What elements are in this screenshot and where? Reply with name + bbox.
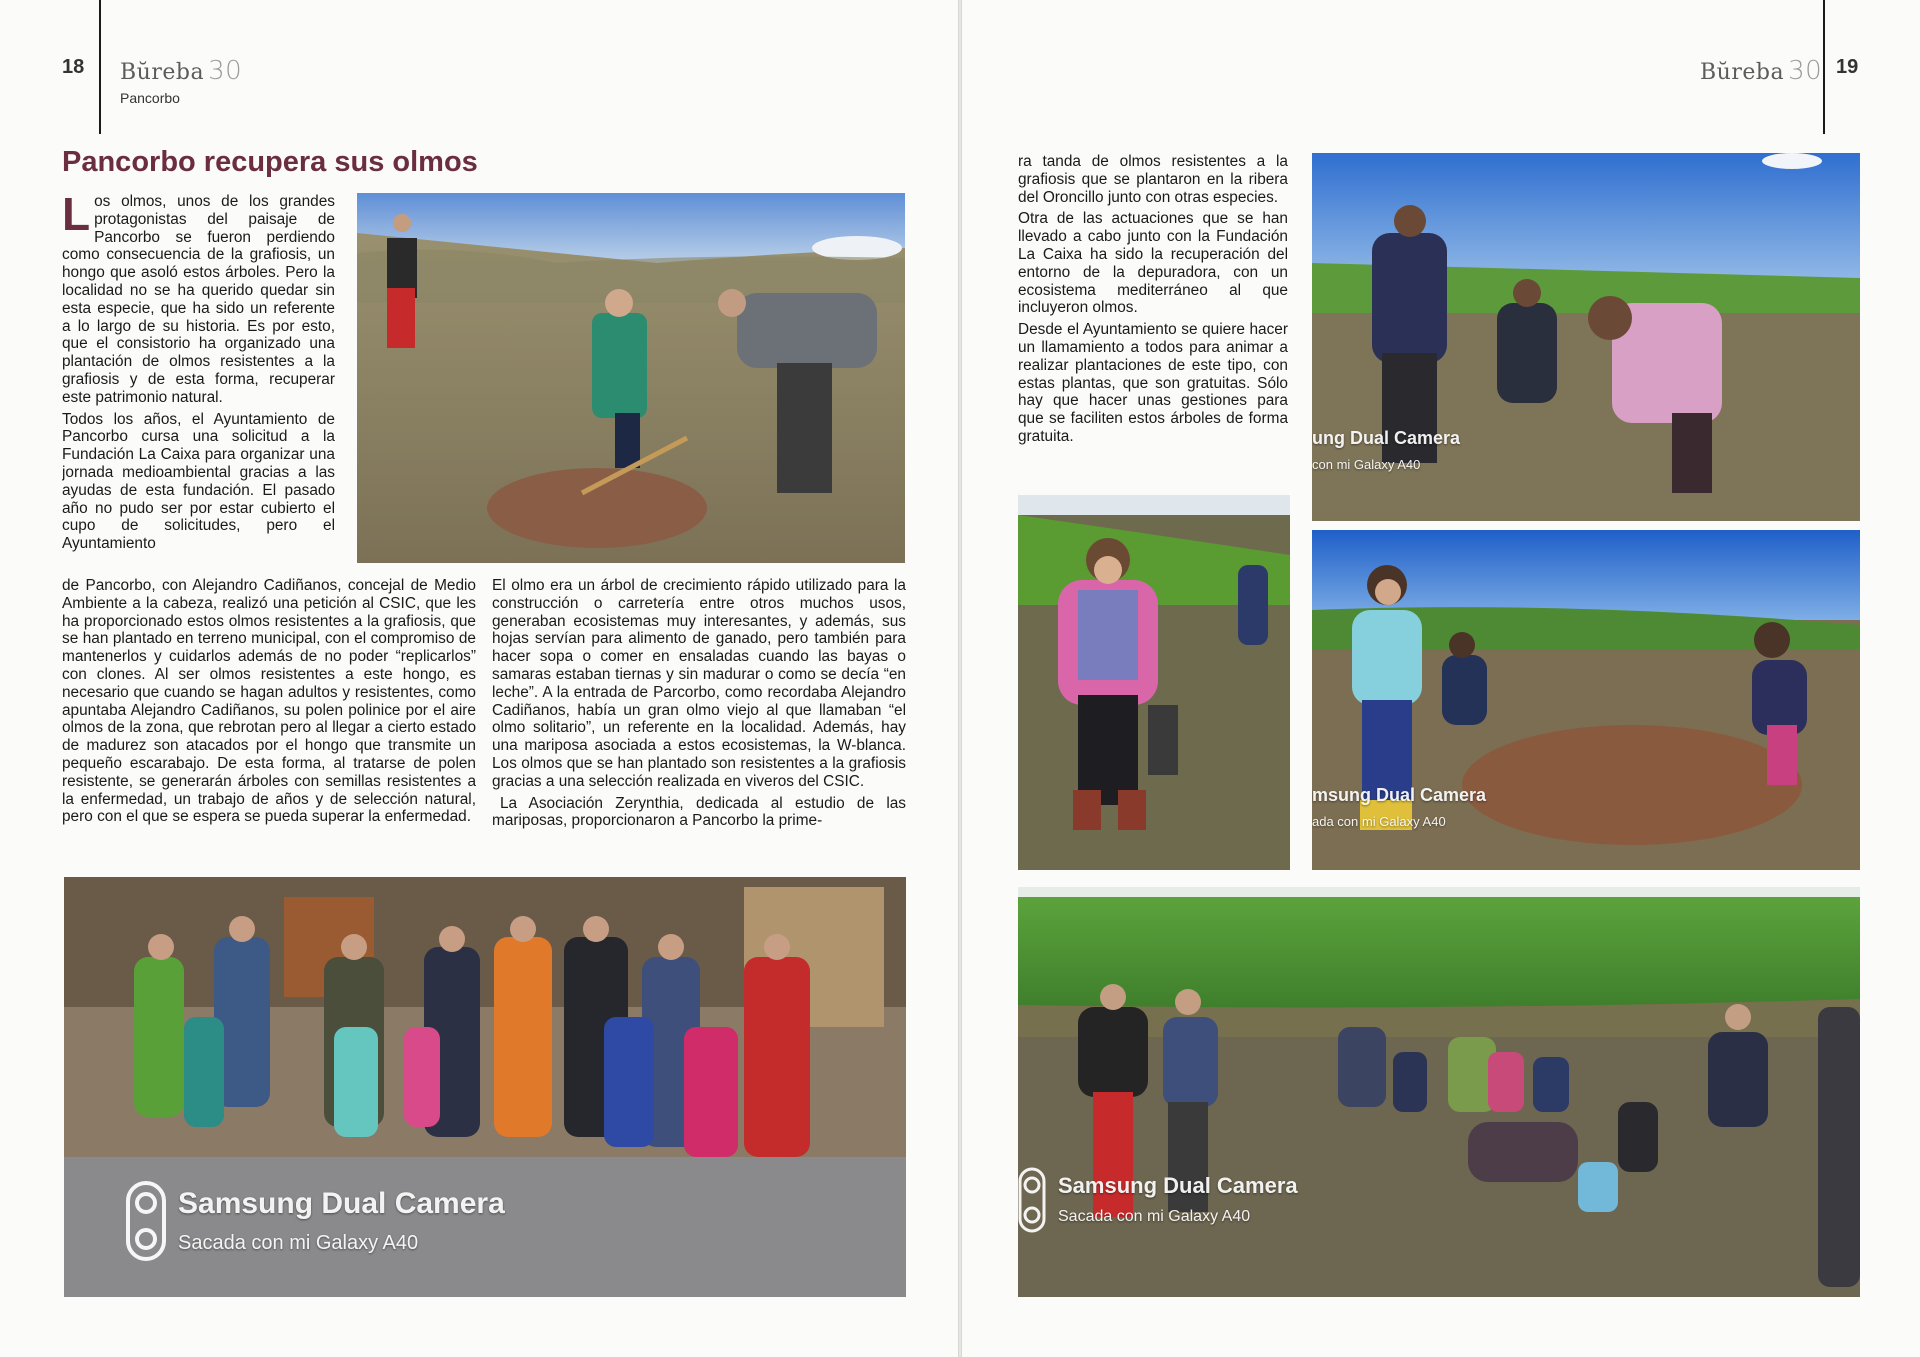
watermark-main: ung Dual Camera	[1312, 428, 1461, 448]
photo-planting-group-field	[1018, 887, 1860, 1297]
logo-name: Bŭreba	[120, 60, 205, 85]
magazine-logo	[1700, 56, 1822, 86]
paragraph-depuradora: Otra de las actuaciones que se han llevado a cabo junto con la Fundación La Caixa ha sido la recuperación del entorno de la depuradora, con un ecosistema mediterráneo al que incluyeron olmos.	[1018, 210, 1288, 317]
watermark-sub: con mi Galaxy A40	[1312, 456, 1421, 472]
page-number: 19	[1836, 56, 1859, 78]
article-title: Pancorbo recupera sus olmos	[62, 146, 478, 178]
logo-name: Bŭreba	[1700, 60, 1785, 85]
watermark-sub: Sacada con mi Galaxy A40	[178, 1232, 419, 1254]
photo-group-volunteers	[64, 877, 906, 1297]
watermark-main: Samsung Dual Camera	[1058, 1172, 1298, 1198]
article-column-1-continued: de Pancorbo, con Alejandro Cadiñanos, concejal de Medio Ambiente a la cabeza, realizó una petición al CSIC, que les ha proporcionado estos olmos resistentes a la grafiosis, que se han plantado en terreno municipal, con el compromiso de mantenerlos y cuidarlos además de no poder “replicarlos” con clones. Al ser olmos resistentes a este hongo, es necesario que cuando se hagan adultos y resistentes, como apuntaba Alejandro Cadiñanos, su polen polinice por el aire olmos de la zona, que rebrotan pero al llegar a cierto estado de madurez son atacados por el hongo que transmite un pequeño escarabajo. De esta forma, al tratarse de polen resistente, se generarán árboles con semillas resistentes a la enfermedad, un trabajo de años y de selección natural, pero con el que se espera se pueda superar la enfermedad.	[62, 577, 476, 826]
dropcap: L	[62, 193, 91, 240]
paragraph-zerynthia: La Asociación Zerynthia, dedicada al estudio de las mariposas, proporcionaron a Pancorbo la prime-	[492, 794, 906, 830]
watermark-main: Samsung Dual Camera	[178, 1187, 505, 1220]
intro-text: os olmos, unos de los grandes protagonistas del paisaje de Pancorbo se fueron perdiendo como consecuencia de la grafiosis, un hongo que asoló estos árboles. Pero la localidad no se ha querido quedar sin esta especie, que ha sido un referente a lo largo de su historia. Es por esto, que el consistorio ha organizado una plantación de olmos resistentes a la grafiosis y de esta forma, recuperar este patrimonio natural.	[62, 193, 335, 406]
logo-number: 30	[1788, 56, 1823, 86]
photo-children-planting	[1312, 153, 1860, 521]
paragraph-oroncillo: ra tanda de olmos resistentes a la grafiosis que se plantaron en la ribera del Oroncillo junto con otras especies.	[1018, 153, 1288, 206]
paragraph-call-to-action: Desde el Ayuntamiento se quiere hacer un llamamiento a todos para animar a realizar plantaciones de este tipo, con estas plantas, que son gratuitas. Sólo hay que hacer unas gestiones para que se faciliten estos árboles de forma gratuita.	[1018, 321, 1288, 445]
dual-camera-icon	[126, 1181, 166, 1261]
photo-girl-with-shovel-image	[1018, 495, 1290, 870]
section-label: Pancorbo	[120, 90, 180, 106]
watermark-sub: ada con mi Galaxy A40	[1312, 813, 1446, 829]
camera-watermark	[1312, 429, 1460, 472]
article-column-2	[492, 577, 906, 867]
photo-planting-hillside	[357, 193, 905, 563]
dual-camera-icon	[1018, 1167, 1046, 1233]
header-rule	[1823, 0, 1825, 134]
camera-watermark	[1018, 1167, 1298, 1233]
photo-planting-group-field-image	[1018, 887, 1860, 1297]
photo-girl-with-shovel	[1018, 495, 1290, 870]
page-number: 18	[62, 56, 85, 78]
logo-number: 30	[208, 56, 243, 86]
article-column-1	[62, 193, 335, 577]
paragraph-2: Todos los años, el Ayuntamiento de Pancorbo cursa una solicitud a la Fundación La Caixa para organizar una jornada medioambiental gracias a las ayudas de esta fundación. El pasado año no pudo ser por estar cubierto el cupo de solicitudes, pero el Ayuntamiento	[62, 410, 335, 553]
paragraph-elm-history: El olmo era un árbol de crecimiento rápido utilizado para la construcción o carretería entre otros muchos usos, generaban ecosistemas muy interesantes, y además, sus hojas servían para alimento de ganado, pero también para hacer sopa o comer en ensaladas cuando las bayas o samaras estaban tiernas y sin madurar o como se decía “en leche”. A la entrada de Parcorbo, como recordaba Alejandro Cadiñanos, había un gran olmo viejo al que llamaban “el olmo solitario”, un referente en la localidad. Además, hay una mariposa asociada a estos ecosistemas, la W-blanca. Los olmos que se han plantado son resistentes a la grafiosis gracias a una selección realizada en viveros del CSIC.	[492, 577, 906, 790]
camera-watermark	[1312, 786, 1486, 829]
header-rule	[99, 0, 101, 134]
photo-planting-hillside-image	[357, 193, 905, 563]
watermark-sub: Sacada con mi Galaxy A40	[1058, 1208, 1251, 1226]
left-page	[0, 0, 958, 1357]
intro-paragraph	[62, 193, 335, 407]
magazine-logo	[120, 56, 242, 86]
watermark-main: msung Dual Camera	[1312, 785, 1487, 805]
article-column-3	[1018, 153, 1288, 483]
photo-kids-in-field	[1312, 530, 1860, 870]
camera-watermark	[126, 1181, 505, 1261]
right-page	[962, 0, 1920, 1357]
